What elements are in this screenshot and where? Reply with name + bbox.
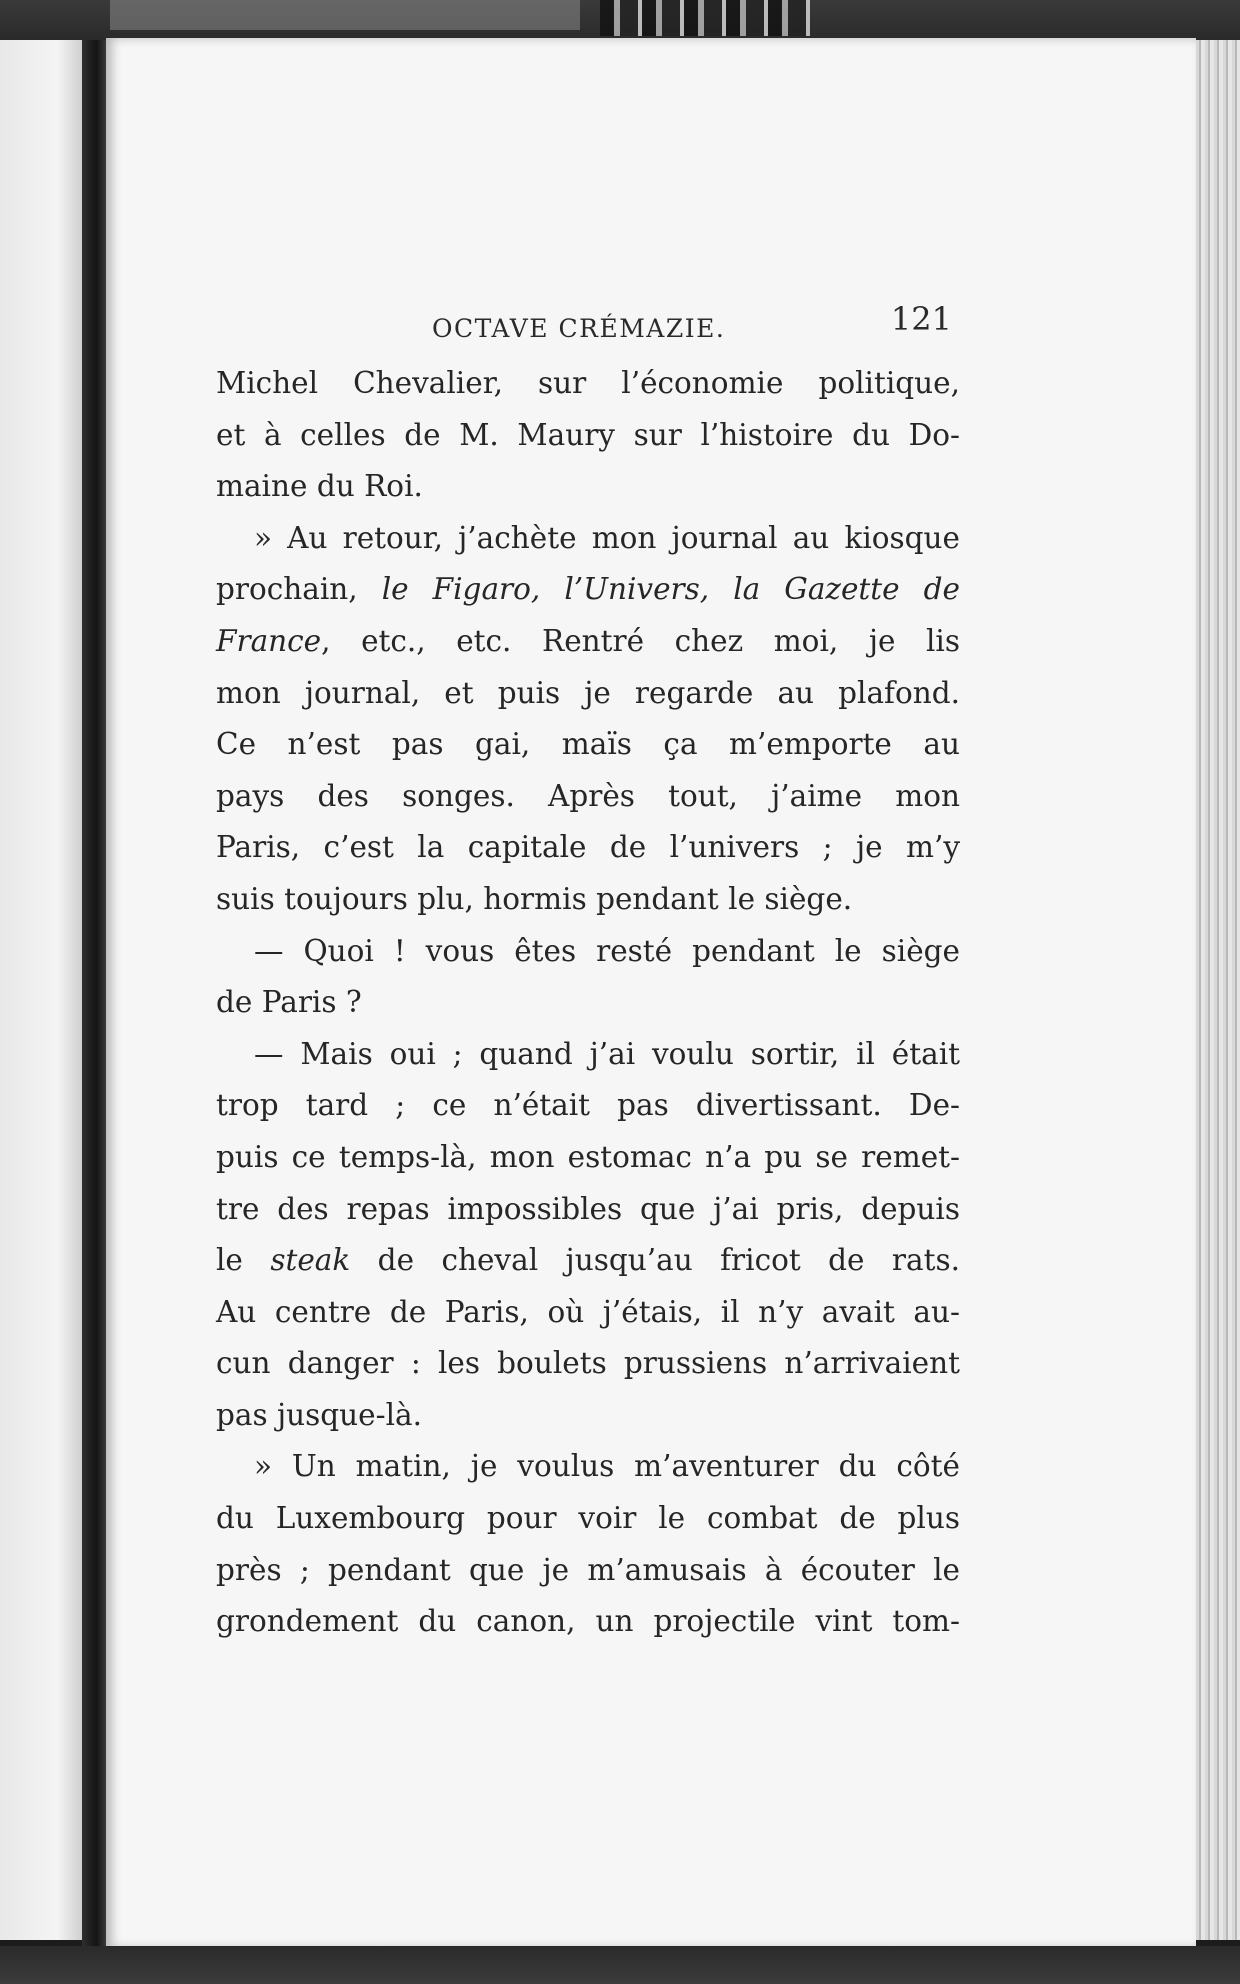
book-spine: [82, 40, 106, 1960]
scan-bottom-border: [0, 1946, 1240, 1984]
text-line: du Luxembourg pour voir le combat de plus: [216, 1501, 960, 1536]
scan-top-mark: [600, 0, 810, 36]
text-line: suis toujours plu, hormis pendant le siège.: [216, 881, 853, 916]
text-line: » Un matin, je voulus m’aventurer du côté: [254, 1449, 960, 1484]
text-line: puis ce temps-là, mon estomac n’a pu se remet-: [216, 1139, 960, 1174]
text-line: Paris, c’est la capitale de l’univers ; je m’y: [216, 830, 960, 865]
text-line: — Mais oui ; quand j’ai voulu sortir, il était: [254, 1036, 960, 1071]
text-line: mon journal, et puis je regarde au plafond.: [216, 675, 960, 710]
text-line: de Paris ?: [216, 985, 362, 1020]
italic-title: France: [216, 623, 322, 658]
running-title: OCTAVE CRÉMAZIE.: [432, 314, 726, 343]
text-line: Au centre de Paris, où j’étais, il n’y avait au-: [216, 1294, 960, 1329]
text-line: Ce n’est pas gai, maïs ça m’emporte au: [216, 727, 960, 762]
scan-top-border: [0, 0, 1240, 40]
text-line: maine du Roi.: [216, 469, 423, 504]
scan-top-highlight: [110, 0, 580, 30]
italic-title: steak: [270, 1243, 351, 1278]
text-line: prochain, le Figaro, l’Univers, la Gazette de: [216, 572, 960, 607]
facing-page-edge: [0, 40, 82, 1940]
text-line: pas jusque-là.: [216, 1397, 422, 1432]
text-line: France, etc., etc. Rentré chez moi, je lis: [216, 623, 960, 658]
text-line: et à celles de M. Maury sur l’histoire du Do-: [216, 417, 960, 452]
text-line: » Au retour, j’achète mon journal au kiosque: [254, 520, 960, 555]
text-line: cun danger : les boulets prussiens n’arrivaient: [216, 1346, 960, 1381]
text-line: près ; pendant que je m’amusais à écouter le: [216, 1552, 960, 1587]
italic-title: le Figaro, l’Univers, la Gazette de: [381, 572, 960, 607]
text-line: Michel Chevalier, sur l’économie politique,: [216, 366, 960, 400]
body-text: [216, 358, 960, 1648]
page-number: 121: [890, 300, 952, 338]
text-line: tre des repas impossibles que j’ai pris, depuis: [216, 1191, 960, 1226]
text-line: pays des songes. Après tout, j’aime mon: [216, 778, 960, 813]
text-line: — Quoi ! vous êtes resté pendant le siège: [254, 933, 960, 968]
text-line: trop tard ; ce n’était pas divertissant. De-: [216, 1088, 960, 1123]
running-header: [432, 300, 952, 350]
text-line: le steak de cheval jusqu’au fricot de rats.: [216, 1243, 960, 1278]
text-line: grondement du canon, un projectile vint tom-: [216, 1604, 960, 1639]
page-stack-edge: [1196, 40, 1240, 1940]
